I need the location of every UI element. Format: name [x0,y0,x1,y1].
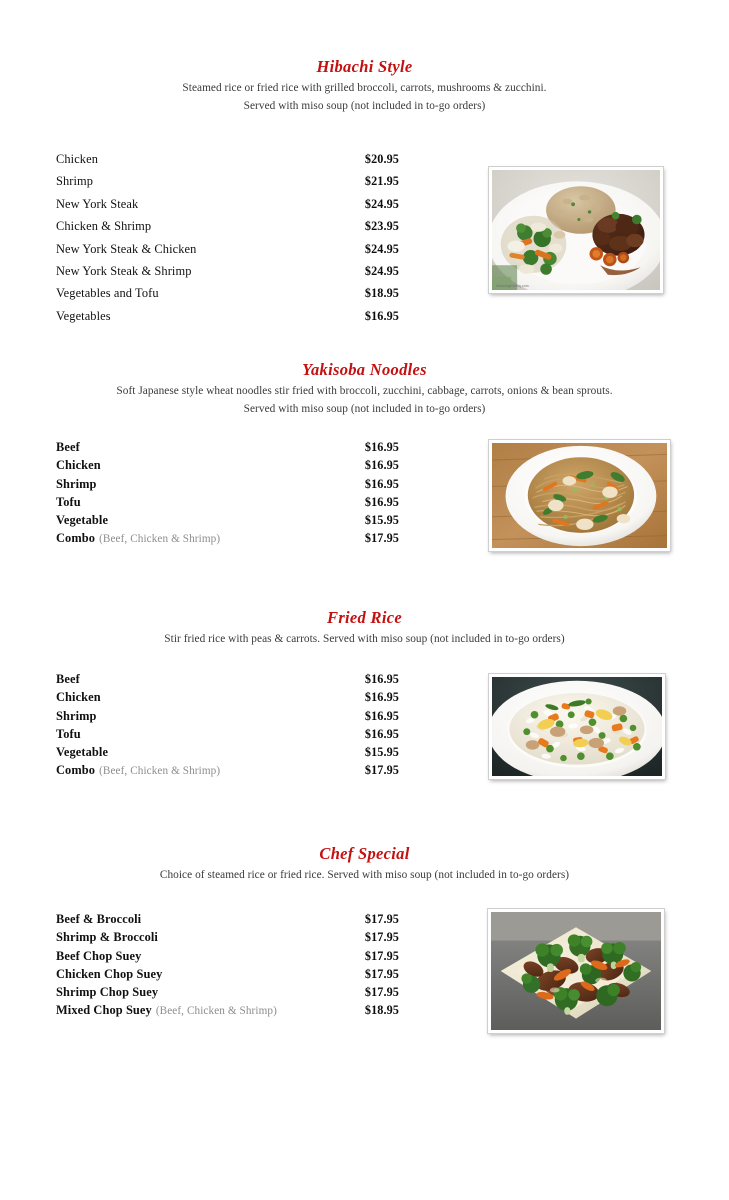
menu-item-price: $16.95 [364,476,399,491]
yakisoba-noodles-image [492,443,667,548]
fried-rice-image [492,677,662,776]
menu-item-name: Vegetables [56,308,111,323]
menu-item-price: $16.95 [364,672,399,686]
menu-item-price: $16.95 [364,440,399,454]
section-title: Yakisoba Noodles [302,360,427,379]
menu-item-price: $17.95 [364,966,399,981]
menu-item-price: $18.95 [364,1003,399,1018]
menu-item-name: Combo [56,531,96,546]
section-description-line-2: Served with miso soup (not included in to-go orders) [243,402,486,415]
menu-item-price: $15.95 [364,745,399,760]
hibachi-plate-image [492,170,660,290]
menu-item-sublabel: (Beef, Chicken & Shrimp) [155,1005,277,1018]
menu-item-row[interactable] [56,260,399,282]
menu-item-price: $16.95 [364,494,399,509]
menu-item-row[interactable] [56,1001,399,1020]
menu-item-name: Vegetable [56,745,109,760]
menu-item-row[interactable] [56,707,399,725]
menu-item-row[interactable] [56,193,399,215]
menu-item-sublabel: (Beef, Chicken & Shrimp) [99,765,221,778]
menu-item-name: Vegetable [56,513,109,528]
menu-item-row[interactable] [56,529,399,548]
menu-item-price: $17.95 [364,948,399,963]
menu-item-row[interactable] [56,493,399,511]
section-yakisoba-noodles [0,361,729,418]
menu-item-name: Beef [56,440,80,454]
chef-special-photo [488,909,664,1033]
menu-item-price: $24.95 [364,196,399,211]
menu-item-name: Chicken [56,458,101,473]
menu-item-row[interactable] [56,170,399,192]
menu-item-row[interactable] [56,282,399,304]
section-description-line-2: Served with miso soup (not included in to-go orders) [243,99,486,112]
menu-item-row[interactable] [56,305,399,327]
menu-item-row[interactable] [56,983,399,1001]
section-title: Hibachi Style [316,57,413,76]
menu-item-name: Shrimp Chop Suey [56,985,159,1000]
menu-item-row[interactable] [56,148,399,170]
menu-item-name: Chicken [56,690,101,705]
section-fried-rice [0,609,729,649]
menu-item-name: Chicken Chop Suey [56,966,163,981]
menu-item-list-chef-special [56,910,399,1021]
menu-item-list-fried-rice [56,670,399,781]
menu-item-name: Shrimp & Broccoli [56,930,158,945]
menu-item-name: Tofu [56,726,81,741]
menu-item-price: $17.95 [364,930,399,945]
menu-item-row[interactable] [56,475,399,493]
menu-item-price: $16.95 [364,458,399,473]
menu-item-price: $17.95 [364,912,399,926]
section-header [0,361,729,418]
section-header [0,609,729,649]
menu-item-row[interactable] [56,928,399,946]
menu-item-name: Chicken & Shrimp [56,219,152,234]
menu-item-row[interactable] [56,761,399,780]
menu-item-price: $24.95 [364,264,399,279]
menu-item-price: $15.95 [364,513,399,528]
menu-item-name: Vegetables and Tofu [56,286,159,301]
menu-item-name: Shrimp [56,174,94,189]
menu-item-price: $16.95 [364,726,399,741]
fried-rice-photo [489,674,665,779]
menu-item-name: Combo [56,763,96,778]
menu-item-name: Shrimp [56,708,97,723]
menu-item-name: New York Steak & Chicken [56,241,197,256]
menu-item-price: $17.95 [364,763,399,778]
menu-item-sublabel: (Beef, Chicken & Shrimp) [99,533,221,546]
menu-item-name: Beef & Broccoli [56,912,142,926]
section-chef-special [0,845,729,885]
menu-item-row[interactable] [56,743,399,761]
yakisoba-noodles-photo [489,440,670,551]
menu-item-list-hibachi [56,148,399,327]
menu-item-price: $24.95 [364,241,399,256]
menu-item-name: New York Steak & Shrimp [56,264,192,279]
menu-item-price: $16.95 [364,690,399,705]
menu-item-name: Chicken [56,152,98,166]
section-description-line-1: Soft Japanese style wheat noodles stir fried with broccoli, zucchini, cabbage, carrots, onions & bean sprouts. [116,385,613,398]
menu-item-row[interactable] [56,438,399,456]
section-description-line-1: Stir fried rice with peas & carrots. Served with miso soup (not included in to-go orders) [164,633,565,646]
menu-item-price: $23.95 [364,219,399,234]
section-description-line-1: Choice of steamed rice or fried rice. Served with miso soup (not included in to-go orders) [159,869,570,882]
menu-item-price: $18.95 [364,286,399,301]
menu-item-row[interactable] [56,965,399,983]
section-title: Chef Special [319,844,410,863]
menu-item-name: Beef [56,672,80,686]
menu-item-row[interactable] [56,215,399,237]
section-description-line-1: Steamed rice or fried rice with grilled broccoli, carrots, mushrooms & zucchini. [182,82,547,95]
menu-item-price: $20.95 [364,152,399,166]
menu-item-name: Shrimp [56,476,97,491]
menu-item-row[interactable] [56,238,399,260]
menu-item-price: $16.95 [364,708,399,723]
menu-item-name: Beef Chop Suey [56,948,142,963]
section-header [0,845,729,885]
menu-item-row[interactable] [56,725,399,743]
menu-item-price: $21.95 [364,174,399,189]
hibachi-plate-photo [489,167,663,293]
menu-item-name: New York Steak [56,196,139,211]
menu-item-price: $17.95 [364,531,399,546]
photo-watermark: hibachigrillbbq.com [496,284,529,288]
menu-item-price: $17.95 [364,985,399,1000]
menu-item-row[interactable] [56,910,399,928]
menu-item-row[interactable] [56,688,399,706]
menu-item-row[interactable] [56,947,399,965]
menu-item-list-yakisoba [56,438,399,549]
menu-item-row[interactable] [56,456,399,474]
menu-item-name: Tofu [56,494,81,509]
menu-item-row[interactable] [56,670,399,688]
chef-special-image [491,912,661,1030]
menu-item-name: Mixed Chop Suey [56,1003,152,1018]
section-hibachi-style [0,58,729,115]
menu-item-row[interactable] [56,511,399,529]
menu-item-price: $16.95 [364,308,399,323]
section-title: Fried Rice [327,608,402,627]
section-header [0,58,729,115]
